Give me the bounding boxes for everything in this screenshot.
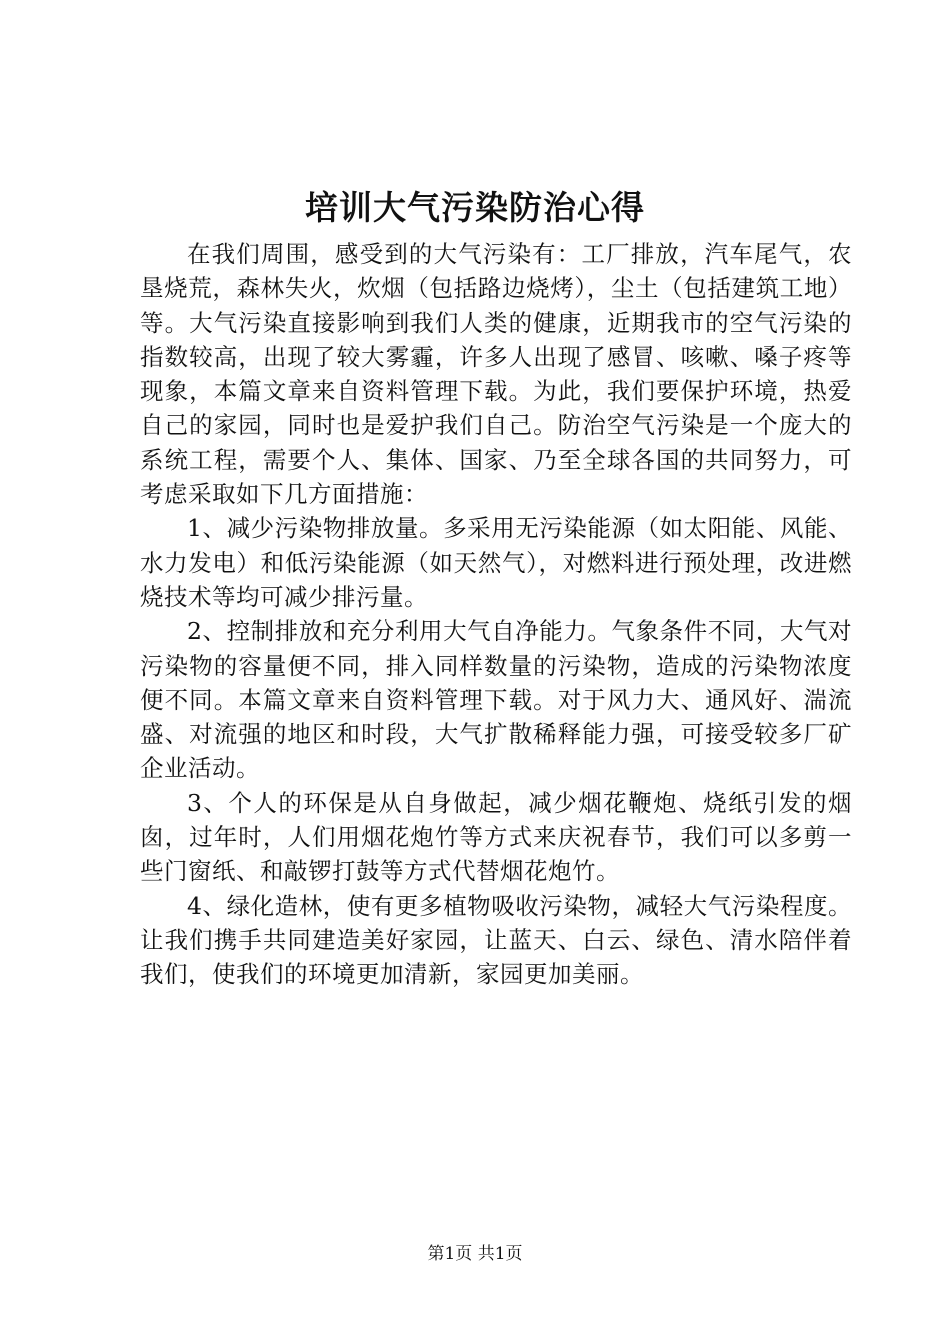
paragraph-measure-3: 3、个人的环保是从自身做起，减少烟花鞭炮、烧纸引发的烟囱，过年时，人们用烟花炮竹等方式来庆祝春节，我们可以多剪一些门窗纸、和敲锣打鼓等方式代替烟花炮竹。 [140, 788, 852, 886]
document-title: 培训大气污染防治心得 [305, 188, 645, 227]
page-number-footer: 第1页 共1页 [427, 1244, 523, 1264]
paragraph-intro: 在我们周围，感受到的大气污染有：工厂排放，汽车尾气，农垦烧荒，森林失火，炊烟（包括路边烧烤），尘土（包括建筑工地）等。大气污染直接影响到我们人类的健康，近期我市的空气污染的指数较高，出现了较大雾霾，许多人出现了感冒、咳嗽、嗓子疼等现象，本篇文章来自资料管理下载。为此，我们要保护环境，热爱自己的家园，同时也是爱护我们自己。防治空气污染是一个庞大的系统工程，需要个人、集体、国家、乃至全球各国的共同努力，可考虑采取如下几方面措施： [140, 240, 852, 509]
paragraph-measure-4: 4、绿化造林，使有更多植物吸收污染物，减轻大气污染程度。让我们携手共同建造美好家园，让蓝天、白云、绿色、清水陪伴着我们，使我们的环境更加清新，家园更加美丽。 [140, 891, 852, 989]
document-body [140, 237, 852, 992]
paragraph-measure-1: 1、减少污染物排放量。多采用无污染能源（如太阳能、风能、水力发电）和低污染能源（如天然气），对燃料进行预处理，改进燃烧技术等均可减少排污量。 [140, 514, 852, 611]
paragraph-measure-2: 2、控制排放和充分利用大气自净能力。气象条件不同，大气对污染物的容量便不同，排入同样数量的污染物，造成的污染物浓度便不同。本篇文章来自资料管理下载。对于风力大、通风好、湍流盛、对流强的地区和时段，大气扩散稀释能力强，可接受较多厂矿企业活动。 [140, 617, 852, 783]
